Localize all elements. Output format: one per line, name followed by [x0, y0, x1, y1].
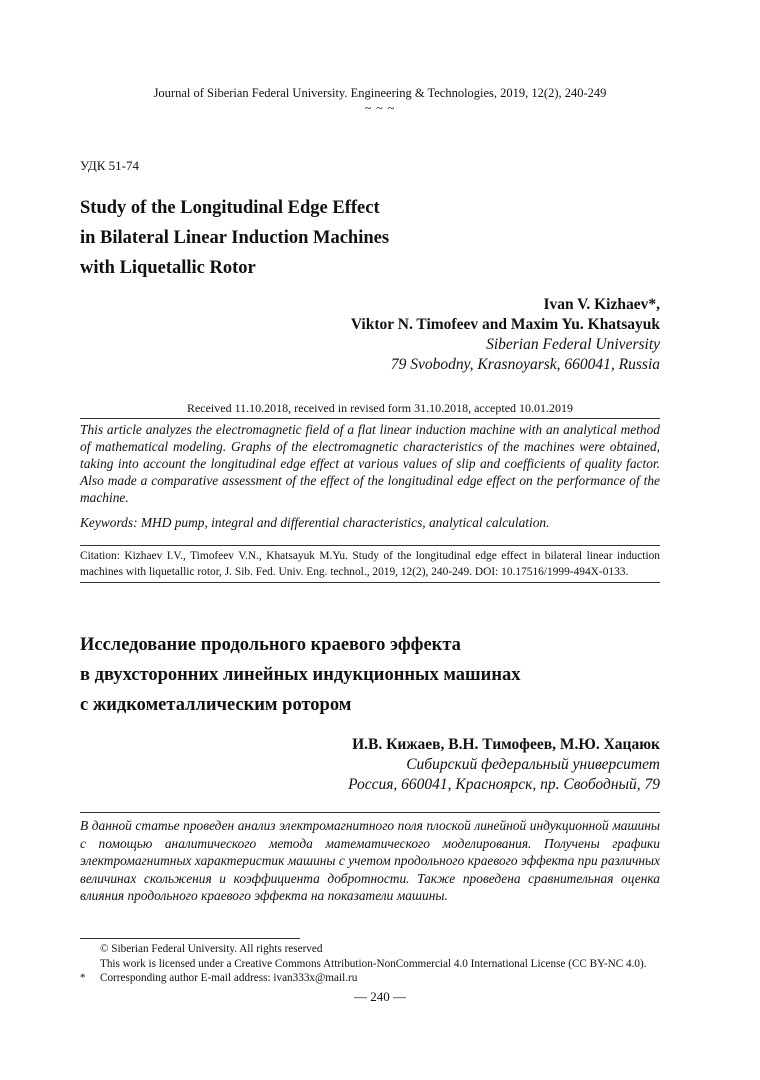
page-number: — 240 —: [354, 989, 406, 1004]
title-en-line: with Liquetallic Rotor: [80, 258, 256, 278]
abstract-en: This article analyzes the electromagnetic field of a flat linear induction machine with an analytical method of mathematical modeling. Graphs of the electromagnetic characteristics of the machines were obtained, taking into account the longitudinal edge effect at various values of slip and coefficients of quality factor. Also made a comparative assessment of the effect of the longitudinal edge effect on the performance of the machine.: [80, 422, 660, 505]
address-en: 79 Svobodny, Krasnoyarsk, 660041, Russia: [390, 356, 660, 373]
title-en-line: in Bilateral Linear Induction Machines: [80, 228, 390, 248]
udk-code: УДК 51-74: [80, 158, 140, 173]
citation: Citation: Kizhaev I.V., Timofeev V.N., Khatsayuk M.Yu. Study of the longitudinal edge effect in bilateral linear induction machines with liquetallic rotor, J. Sib. Fed. Univ. Eng. technol., 2019, 12(2), 240-249. DOI: 10.17516/1999-494X-0133.: [80, 550, 660, 578]
title-en: [80, 193, 389, 283]
authors-ru-names: И.В. Кижаев, В.Н. Тимофеев, М.Ю. Хацаюк: [352, 736, 660, 753]
footnote-divider: [80, 938, 300, 939]
address-ru: Россия, 660041, Красноярск, пр. Свободный, 79: [348, 776, 660, 793]
divider: [80, 418, 660, 419]
title-ru-line: с жидкометаллическим ротором: [80, 695, 352, 715]
authors-ru: [348, 735, 660, 795]
title-ru: [80, 630, 521, 720]
divider: [80, 545, 660, 546]
title-en-line: Study of the Longitudinal Edge Effect: [80, 198, 380, 218]
keywords: Keywords: MHD pump, integral and differential characteristics, analytical calculation.: [80, 515, 550, 530]
journal-header: Journal of Siberian Federal University. Engineering & Technologies, 2019, 12(2), 240-249: [153, 86, 607, 100]
title-ru-line: Исследование продольного краевого эффекта: [80, 635, 461, 655]
asterisk-mark: *: [80, 972, 86, 984]
abstract-ru: В данной статье проведен анализ электромагнитного поля плоской линейной индукционной машины с помощью аналитического метода математического моделирования. Получены графики электромагнитных характеристик машины с учетом продольного краевого эффекта при различных величинах скольжения и коэффициента добротности. Также проведена сравнительная оценка влияния продольного краевого эффекта на показатели машины.: [80, 818, 660, 903]
affiliation-ru: Сибирский федеральный университет: [406, 756, 660, 773]
divider: [80, 812, 660, 813]
author-line-1: Ivan V. Kizhaev*,: [543, 296, 660, 313]
received-dates: Received 11.10.2018, received in revised form 31.10.2018, accepted 10.01.2019: [186, 401, 574, 415]
title-ru-line: в двухсторонних линейных индукционных машинах: [80, 665, 521, 685]
author-line-2: Viktor N. Timofeev and Maxim Yu. Khatsayuk: [350, 316, 660, 333]
affiliation-en: Siberian Federal University: [486, 336, 660, 353]
divider: [80, 582, 660, 583]
footnote-license: This work is licensed under a Creative Commons Attribution-NonCommercial 4.0 International License (CC BY-NC 4.0).: [100, 957, 647, 970]
footnote-corresponding: * Corresponding author E-mail address: ivan333x@mail.ru: [80, 972, 358, 984]
footnote-copyright: © Siberian Federal University. All rights reserved: [100, 943, 323, 955]
header-ornament: ~ ~ ~: [364, 101, 396, 115]
footnotes: [80, 942, 647, 986]
authors-en: [351, 295, 660, 375]
